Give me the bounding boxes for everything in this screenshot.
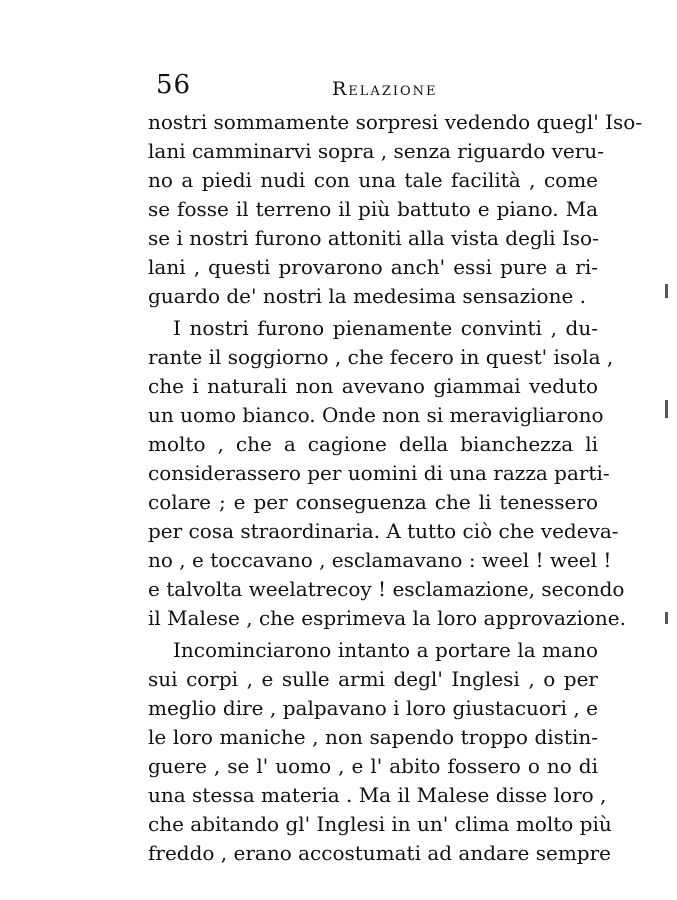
text-line: se fosse il terreno il più battuto e piano. Ma (148, 197, 598, 221)
text-line: per cosa straordinaria. A tutto ciò che vedeva- (148, 519, 619, 543)
text-line: un uomo bianco. Onde non si meravigliarono (148, 403, 604, 427)
text-line: e talvolta weelatrecoy ! esclamazione, secondo (148, 577, 625, 601)
text-line: I nostri furono pienamente convinti , du- (173, 316, 598, 340)
text-line: molto , che a cagione della bianchezza li (148, 432, 598, 456)
text-line: rante il soggiorno , che fecero in quest' isola , (148, 345, 614, 369)
text-line: che i naturali non avevano giammai veduto (148, 374, 598, 398)
paragraph-1 (148, 108, 643, 311)
text-line: il Malese , che esprimeva la loro approvazione. (148, 606, 626, 630)
page-header (152, 70, 592, 104)
text-line: freddo , erano accostumati ad andare sempre (148, 841, 611, 865)
scan-mark (665, 612, 668, 624)
text-line: Incominciarono intanto a portare la mano (173, 638, 598, 662)
text-line: considerassero per uomini di una razza parti- (148, 461, 610, 485)
text-line: lani , questi provarono anch' essi pure a ri- (148, 255, 598, 279)
text-line: no a piedi nudi con una tale facilità , come (148, 168, 598, 192)
scan-mark (665, 284, 668, 298)
text-line: se i nostri furono attoniti alla vista degli Iso- (148, 226, 599, 250)
text-line: colare ; e per conseguenza che li tenessero (148, 490, 598, 514)
running-title: Relazione (332, 78, 438, 100)
paragraph-3 (148, 636, 612, 868)
text-line: sui corpi , e sulle armi degl' Inglesi , o per (148, 667, 598, 691)
text-line: lani camminarvi sopra , senza riguardo veru- (148, 139, 604, 163)
text-line: una stessa materia . Ma il Malese disse loro , (148, 783, 607, 807)
text-line: guardo de' nostri la medesima sensazione . (148, 284, 586, 308)
body-text (148, 108, 643, 868)
text-line: le loro maniche , non sapendo troppo distin- (148, 725, 598, 749)
page-number: 56 (156, 70, 192, 100)
text-line: nostri sommamente sorpresi vedendo quegl' Iso- (148, 110, 643, 134)
text-line: che abitando gl' Inglesi in un' clima molto più (148, 812, 612, 836)
text-line: no , e toccavano , esclamavano : weel ! weel ! (148, 548, 612, 572)
paragraph-2 (148, 314, 626, 633)
text-line: guere , se l' uomo , e l' abito fossero o no di (148, 754, 598, 778)
scan-mark (665, 400, 668, 418)
text-line: meglio dire , palpavano i loro giustacuori , e (148, 696, 598, 720)
